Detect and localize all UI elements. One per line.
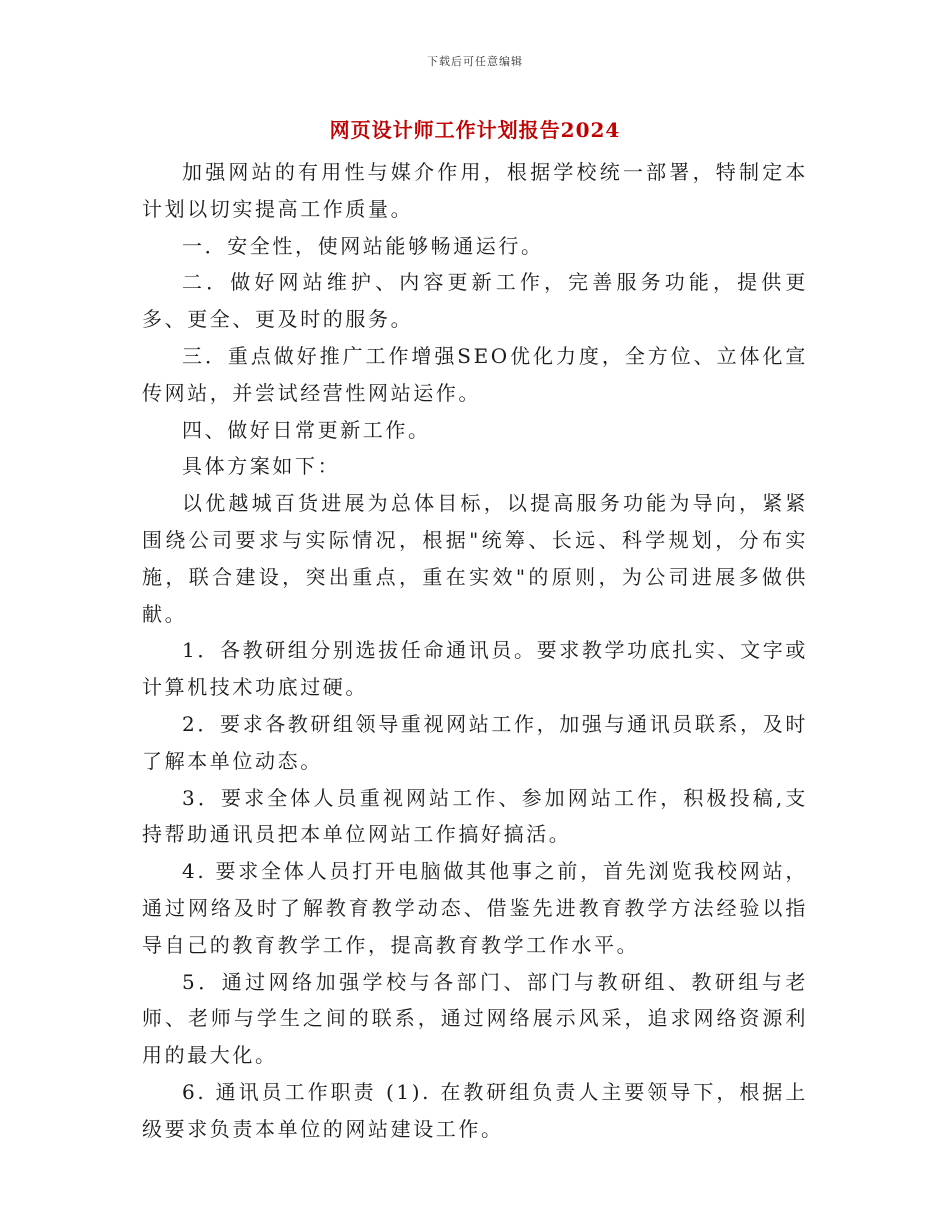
paragraph-plan-heading: 具体方案如下：: [182, 454, 341, 479]
paragraph-item-1: 一．安全性，使网站能够畅通运行。: [182, 233, 544, 258]
paragraph-plan-1: 1．各教研组分别选拔任命通讯员。要求教学功底扎实、文字或计算机技术功底过硬。: [142, 638, 808, 700]
paragraph-item-3: 三．重点做好推广工作增强SEO优化力度，全方位、立体化宣传网站，并尝试经营性网站运作。: [142, 343, 808, 405]
paragraph-plan-5: 5．通过网络加强学校与各部门、部门与教研组、教研组与老师、老师与学生之间的联系，通过网络展示风采，追求网络资源利用的最大化。: [142, 969, 808, 1068]
document-title: 网页设计师工作计划报告2024: [329, 118, 621, 142]
paragraph-plan-2: 2．要求各教研组领导重视网站工作，加强与通讯员联系，及时了解本单位动态。: [142, 711, 808, 773]
paragraph-plan-4: 4. 要求全体人员打开电脑做其他事之前，首先浏览我校网站，通过网络及时了解教育教学动态、借鉴先进教育教学方法经验以指导自己的教育教学工作，提高教育教学工作水平。: [142, 859, 808, 957]
document-body: [142, 154, 808, 1148]
paragraph-plan-6: 6. 通讯员工作职责 (1). 在教研组负责人主要领导下，根据上级要求负责本单位的网站建设工作。: [142, 1079, 808, 1141]
paragraph-item-2: 二．做好网站维护、内容更新工作，完善服务功能，提供更多、更全、更及时的服务。: [142, 270, 808, 332]
paragraph-goal: 以优越城百货进展为总体目标，以提高服务功能为导向，紧紧围绕公司要求与实际情况，根据"统筹、长远、科学规划，分布实施，联合建设，突出重点，重在实效"的原则，为公司进展多做供献。: [142, 491, 808, 626]
paragraph-intro: 加强网站的有用性与媒介作用，根据学校统一部署，特制定本计划以切实提高工作质量。: [142, 160, 808, 221]
paragraph-item-4: 四、做好日常更新工作。: [182, 417, 431, 442]
paragraph-plan-3: 3．要求全体人员重视网站工作、参加网站工作，积极投稿,支持帮助通讯员把本单位网站工作搞好搞活。: [142, 785, 808, 847]
page-header-note: 下载后可任意编辑: [427, 55, 523, 68]
